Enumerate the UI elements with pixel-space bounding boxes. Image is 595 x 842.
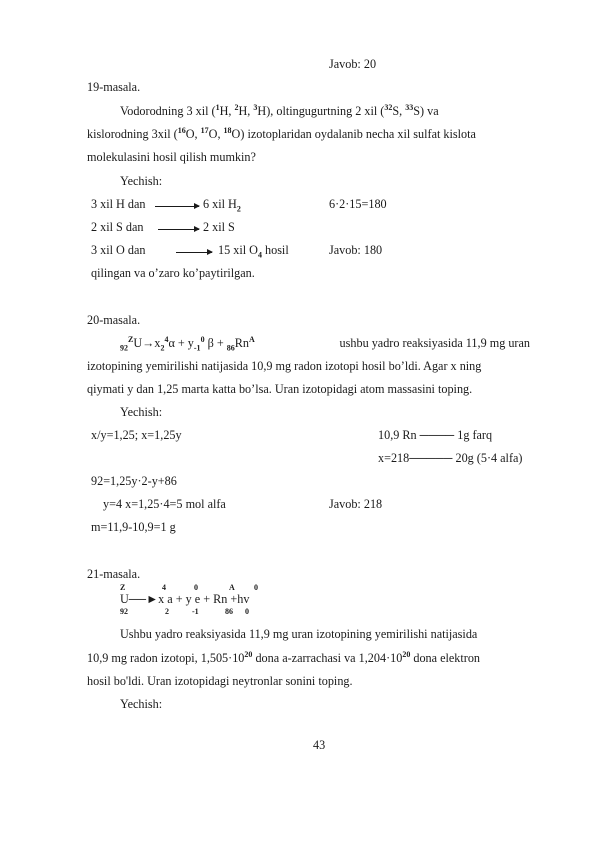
eq-bottom-label: -1 (192, 607, 199, 616)
problem-21-line3: hosil bo'ldi. Uran izotopidagi neytronlar sonini toping. (87, 674, 353, 688)
problem-19-line2: kislorodning 3xil ($^{16}$O, $^{17}$O, $^{18}$O) izotoplaridan oydalanib necha xil sulfat kislota (87, 125, 476, 141)
problem-19-line1: Vodorodning 3 xil ($^1$H, $^2$H, $^3$H), oltingugurtning 2 xil ($^{32}$S, $^{33}$S) va (120, 102, 439, 118)
eq-top-label: 0 (194, 583, 198, 592)
solution-19-row1-left: 3 xil H dan (91, 197, 146, 211)
solution-20-line1: x/y=1,25; x=1,25y (91, 428, 182, 442)
problem-20-title: 20-masala. (87, 313, 141, 327)
problem-21-line1: Ushbu yadro reaksiyasida 11,9 mg uran izotopining yemirilishi natijasida (120, 627, 478, 641)
problem-19-solution-label: Yechish: (120, 174, 163, 188)
problem-20-equation: $_{92}^ZU\to x_2^4\alpha + y_{-1}^0$ $\beta + _{86}Rn^A$ ushbu yadro reaksiyasida 11,9 mg uran (120, 334, 530, 353)
page-number: 43 (313, 738, 326, 752)
solution-19-row2-left: 2 xil S dan (91, 220, 144, 234)
eq-top-label: A (229, 583, 235, 592)
problem-20-line3: qiymati y dan 1,25 marta katta bo’lsa. Uran izotopidagi atom massasini toping. (87, 382, 473, 396)
problem-20-solution-label: Yechish: (120, 405, 163, 419)
eq-bottom-label: 2 (165, 607, 169, 616)
solution-20-line2: 92=1,25y·2-y+86 (91, 474, 177, 488)
problem-21-solution-label: Yechish: (120, 697, 163, 711)
eq-main-line: U──►x a + y e + Rn +hv (120, 592, 250, 606)
problem-20-line2: izotopining yemirilishi natijasida 10,9 mg radon izotopi hosil bo’ldi. Agar x ning (87, 359, 482, 373)
solution-19-row3-right: 15 xil $O_4$ hosil (218, 243, 289, 260)
answer-20: Javob: 20 (329, 57, 377, 71)
eq-bottom-label: 86 (225, 607, 233, 616)
solution-19-row1-right: 6 xil $H_2$ (203, 197, 241, 214)
solution-20-line4: m=11,9-10,9=1 g (91, 520, 176, 534)
answer-180: Javob: 180 (329, 243, 383, 257)
solution-19-row4: qilingan va o’zaro ko’paytirilgan. (91, 266, 255, 280)
solution-19-row2-right: 2 xil S (203, 220, 235, 234)
arrow-icon (176, 252, 212, 253)
arrow-icon (158, 229, 199, 230)
eq-top-label: Z (120, 583, 126, 592)
solution-20-proportion1: 10,9 Rn ──── 1g farq (378, 428, 493, 442)
eq-bottom-label: 0 (245, 607, 249, 616)
solution-19-row1-calc: 6·2·15=180 (329, 197, 387, 211)
solution-20-proportion2: x=218───── 20g (5·4 alfa) (378, 451, 523, 465)
eq-top-label: 4 (162, 583, 166, 592)
problem-21-title: 21-masala. (87, 567, 141, 581)
problem-21-line2: 10,9 mg radon izotopi, $1,505\cdot 10^{20}$ dona a-zarrachasi va $1,204\cdot 10^{20}$ dona elektron (87, 649, 481, 665)
solution-19-row3-left: 3 xil O dan (91, 243, 146, 257)
eq-top-label: 0 (254, 583, 258, 592)
answer-218: Javob: 218 (329, 497, 383, 511)
solution-20-line3: y=4 x=1,25·4=5 mol alfa (103, 497, 226, 511)
problem-19-line3: molekulasini hosil qilish mumkin? (87, 150, 256, 164)
arrow-icon (155, 206, 199, 207)
problem-19-title: 19-masala. (87, 80, 141, 94)
eq-bottom-label: 92 (120, 607, 128, 616)
